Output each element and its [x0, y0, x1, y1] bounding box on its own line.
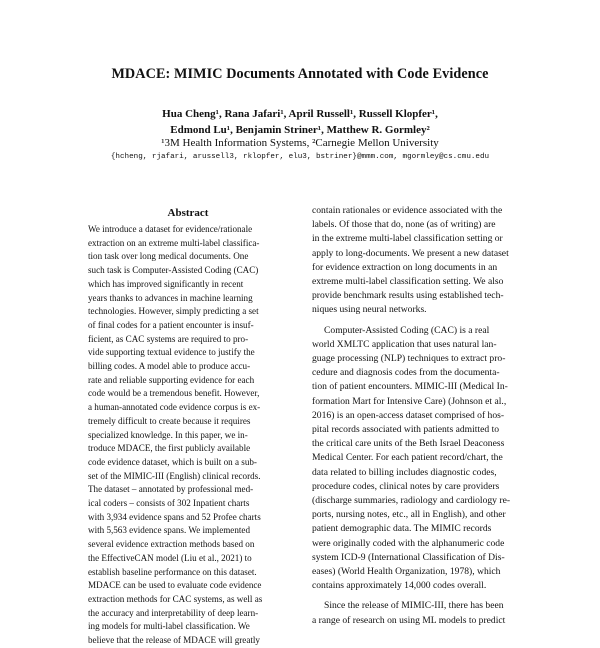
- text-line: Since the release of MIMIC-III, there has been: [324, 600, 504, 612]
- abstract-line: which has improved significantly in recent: [88, 278, 244, 289]
- abstract-line: We introduce a dataset for evidence/rationale: [88, 224, 253, 234]
- abstract-heading: Abstract: [167, 207, 209, 219]
- abstract-line: vide supporting textual evidence to justify the: [88, 347, 255, 358]
- text-line: (discharge summaries, radiology and cardiology re-: [312, 495, 511, 507]
- abstract-line: of final codes for a patient encounter is insuf-: [88, 319, 254, 330]
- text-line: system ICD-9 (International Classification of Dis-: [312, 551, 505, 563]
- abstract-line: tion task over long medical documents. One: [88, 251, 249, 262]
- abstract-line: ing models for multi-label classification. We: [88, 621, 250, 632]
- abstract-line: several evidence extraction methods based on: [88, 539, 255, 550]
- author-emails: {hcheng, rjafari, arussell3, rklopfer, elu3, bstriner}@mmm.com, mgormley@cs.cmu.edu: [110, 153, 490, 161]
- abstract-line: with 3,934 evidence spans and 52 Profee charts: [88, 511, 261, 522]
- text-line: Computer-Assisted Coding (CAC) is a real: [324, 324, 490, 336]
- text-line: Medical Center. For each patient record/chart, the: [312, 452, 503, 464]
- abstract-body: [88, 223, 290, 648]
- text-line: data related to billing includes diagnostic codes,: [312, 466, 497, 478]
- abstract-line: The dataset – annotated by professional med-: [88, 484, 254, 495]
- abstract-line: code evidence dataset, which is built on a sub-: [88, 456, 257, 467]
- text-line: provide benchmark results using established tech-: [312, 290, 504, 302]
- text-line: were originally coded with the alphanumeric code: [312, 537, 505, 549]
- abstract-line: with 5,563 evidence spans. We implemented: [88, 525, 250, 536]
- abstract-line: code would be a tremendous benefit. However,: [88, 388, 260, 399]
- abstract-line: the EffectiveCAN model (Liu et al., 2021) to: [88, 552, 252, 563]
- abstract-line: the accuracy and interpretability of deep learn-: [88, 607, 259, 618]
- abstract-line: establish baseline performance on this dataset.: [88, 566, 257, 577]
- abstract-line: extraction on an extreme multi-label classifica-: [88, 237, 260, 248]
- text-line: procedure codes, clinical notes by care providers: [312, 480, 500, 492]
- abstract-line: years thanks to advances in machine learning: [88, 292, 253, 303]
- text-line: world XMLTC application that uses natural lan-: [312, 338, 497, 350]
- abstract-line: ical coders – consists of 302 Inpatient charts: [88, 498, 250, 509]
- affiliations: ¹3M Health Information Systems, ²Carnegie Mellon University: [161, 137, 439, 149]
- text-line: 2016) is an open-access dataset comprised of hos-: [312, 409, 505, 421]
- abstract-line: rate and reliable supporting evidence for each: [88, 374, 255, 385]
- text-line: ports, nursing notes, etc., all in English), and other: [312, 509, 506, 521]
- text-line: the critical care units of the Beth Israel Deaconess: [312, 438, 505, 450]
- abstract-line: tremely difficult to create because it requires: [88, 415, 251, 426]
- text-line: tion of patient encounters. MIMIC-III (Medical In-: [312, 381, 508, 393]
- text-line: guage processing (NLP) techniques to extract pro-: [312, 353, 506, 365]
- text-line: niques using neural networks.: [312, 304, 427, 316]
- intro-column: [312, 204, 524, 628]
- text-line: labels. Of those that do, none (as of writing) are: [312, 219, 496, 231]
- abstract-line: billing codes. A model able to produce accu-: [88, 361, 251, 372]
- text-line: patient demographic data. The MIMIC records: [312, 523, 492, 535]
- abstract-line: extraction methods for CAC systems, as well as: [88, 593, 263, 604]
- text-line: apply to long-documents. We present a new dataset: [312, 247, 509, 259]
- abstract-line: technologies. However, simply predicting a set: [88, 306, 259, 317]
- abstract-line: troduce MDACE, the first publicly available: [88, 443, 251, 454]
- authors-line-1: Hua Cheng¹, Rana Jafari¹, April Russell¹, Russell Klopfer¹,: [162, 108, 438, 120]
- author-list: [0, 106, 600, 138]
- intro-paragraph-2: [312, 324, 524, 594]
- text-line: formation Mart for Intensive Care) (Johnson et al.,: [312, 395, 507, 407]
- abstract-line: believe that the release of MDACE will greatly: [88, 635, 260, 646]
- intro-paragraph-1: [312, 204, 524, 318]
- text-line: a range of research on using ML models to predict: [312, 614, 506, 626]
- abstract-line: such task is Computer-Assisted Coding (CAC): [88, 265, 259, 276]
- intro-paragraph-3: [312, 599, 524, 627]
- abstract-line: ficient, as CAC systems are required to pro-: [88, 333, 249, 344]
- text-line: contain rationales or evidence associated with the: [312, 205, 503, 216]
- abstract-line: a human-annotated code evidence corpus is ex-: [88, 402, 261, 413]
- text-line: for evidence extraction on long documents in an: [312, 261, 498, 273]
- text-line: in the extreme multi-label classification setting or: [312, 233, 503, 245]
- abstract-line: specialized knowledge. In this paper, we in-: [88, 429, 248, 440]
- text-line: cedure and diagnosis codes from the documenta-: [312, 367, 500, 379]
- abstract-line: set of the MIMIC-III (English) clinical records.: [88, 470, 261, 481]
- text-line: pital records associated with patients admitted to: [312, 424, 500, 436]
- paper-title: MDACE: MIMIC Documents Annotated with Code Evidence: [111, 66, 489, 82]
- authors-line-2: Edmond Lu¹, Benjamin Striner¹, Matthew R. Gormley²: [170, 124, 430, 136]
- text-line: extreme multi-label classification setting. We also: [312, 276, 504, 288]
- abstract-line: MDACE can be used to evaluate code evidence: [88, 580, 262, 591]
- text-line: eases) (World Health Organization, 1978), which: [312, 566, 501, 578]
- text-line: contains approximately 14,000 codes overall.: [312, 580, 487, 592]
